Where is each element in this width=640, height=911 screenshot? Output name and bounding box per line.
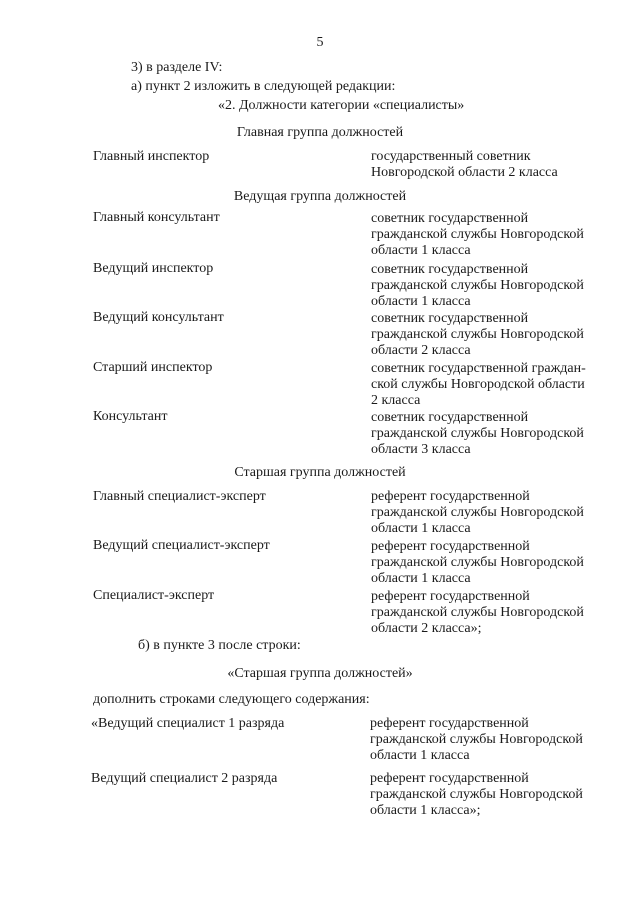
position-title: «Ведущий специалист 1 разряда [91, 716, 285, 731]
group-heading-leading: Ведущая группа должностей [233, 189, 407, 204]
position-rank: государственный советник Новгородской области 2 класса [371, 149, 558, 180]
position-title: Ведущий консультант [93, 310, 224, 325]
position-rank: советник государственной гражданской службы Новгородской области 1 класса [371, 211, 584, 258]
position-rank: референт государственной гражданской службы Новгородской области 1 класса [371, 489, 584, 536]
position-rank: советник государственной гражданской службы Новгородской области 3 класса [371, 410, 584, 457]
amend-b-line-1: б) в пункте 3 после строки: [138, 638, 301, 653]
position-title: Специалист-эксперт [93, 588, 215, 603]
position-title: Ведущий инспектор [93, 261, 214, 276]
position-title: Ведущий специалист 2 разряда [91, 771, 278, 786]
intro-line-1: 3) в разделе IV: [131, 60, 223, 75]
section-title: «2. Должности категории «специалисты» [218, 98, 465, 113]
position-title: Главный специалист-эксперт [93, 489, 266, 504]
page-number: 5 [316, 35, 324, 50]
group-heading-main: Главная группа должностей [236, 125, 404, 140]
position-rank: советник государственной гражданской службы Новгородской области 1 класса [371, 262, 584, 309]
position-rank: советник государственной граждан- ской службы Новгородской области 2 класса [371, 361, 586, 408]
position-rank: советник государственной гражданской службы Новгородской области 2 класса [371, 311, 584, 358]
amend-b-line-2: дополнить строками следующего содержания: [93, 692, 370, 707]
position-rank: референт государственной гражданской службы Новгородской области 1 класса [370, 716, 583, 763]
position-title: Главный инспектор [93, 149, 210, 164]
position-title: Старший инспектор [93, 360, 213, 375]
amend-b-quoted: «Старшая группа должностей» [227, 666, 413, 681]
position-title: Главный консультант [93, 210, 220, 225]
group-heading-senior: Старшая группа должностей [234, 465, 406, 480]
position-rank: референт государственной гражданской службы Новгородской области 1 класса [371, 539, 584, 586]
position-title: Ведущий специалист-эксперт [93, 538, 270, 553]
position-rank: референт государственной гражданской службы Новгородской области 1 класса»; [370, 771, 583, 818]
position-title: Консультант [93, 409, 168, 424]
intro-line-2: а) пункт 2 изложить в следующей редакции: [131, 79, 396, 94]
position-rank: референт государственной гражданской службы Новгородской области 2 класса»; [371, 589, 584, 636]
